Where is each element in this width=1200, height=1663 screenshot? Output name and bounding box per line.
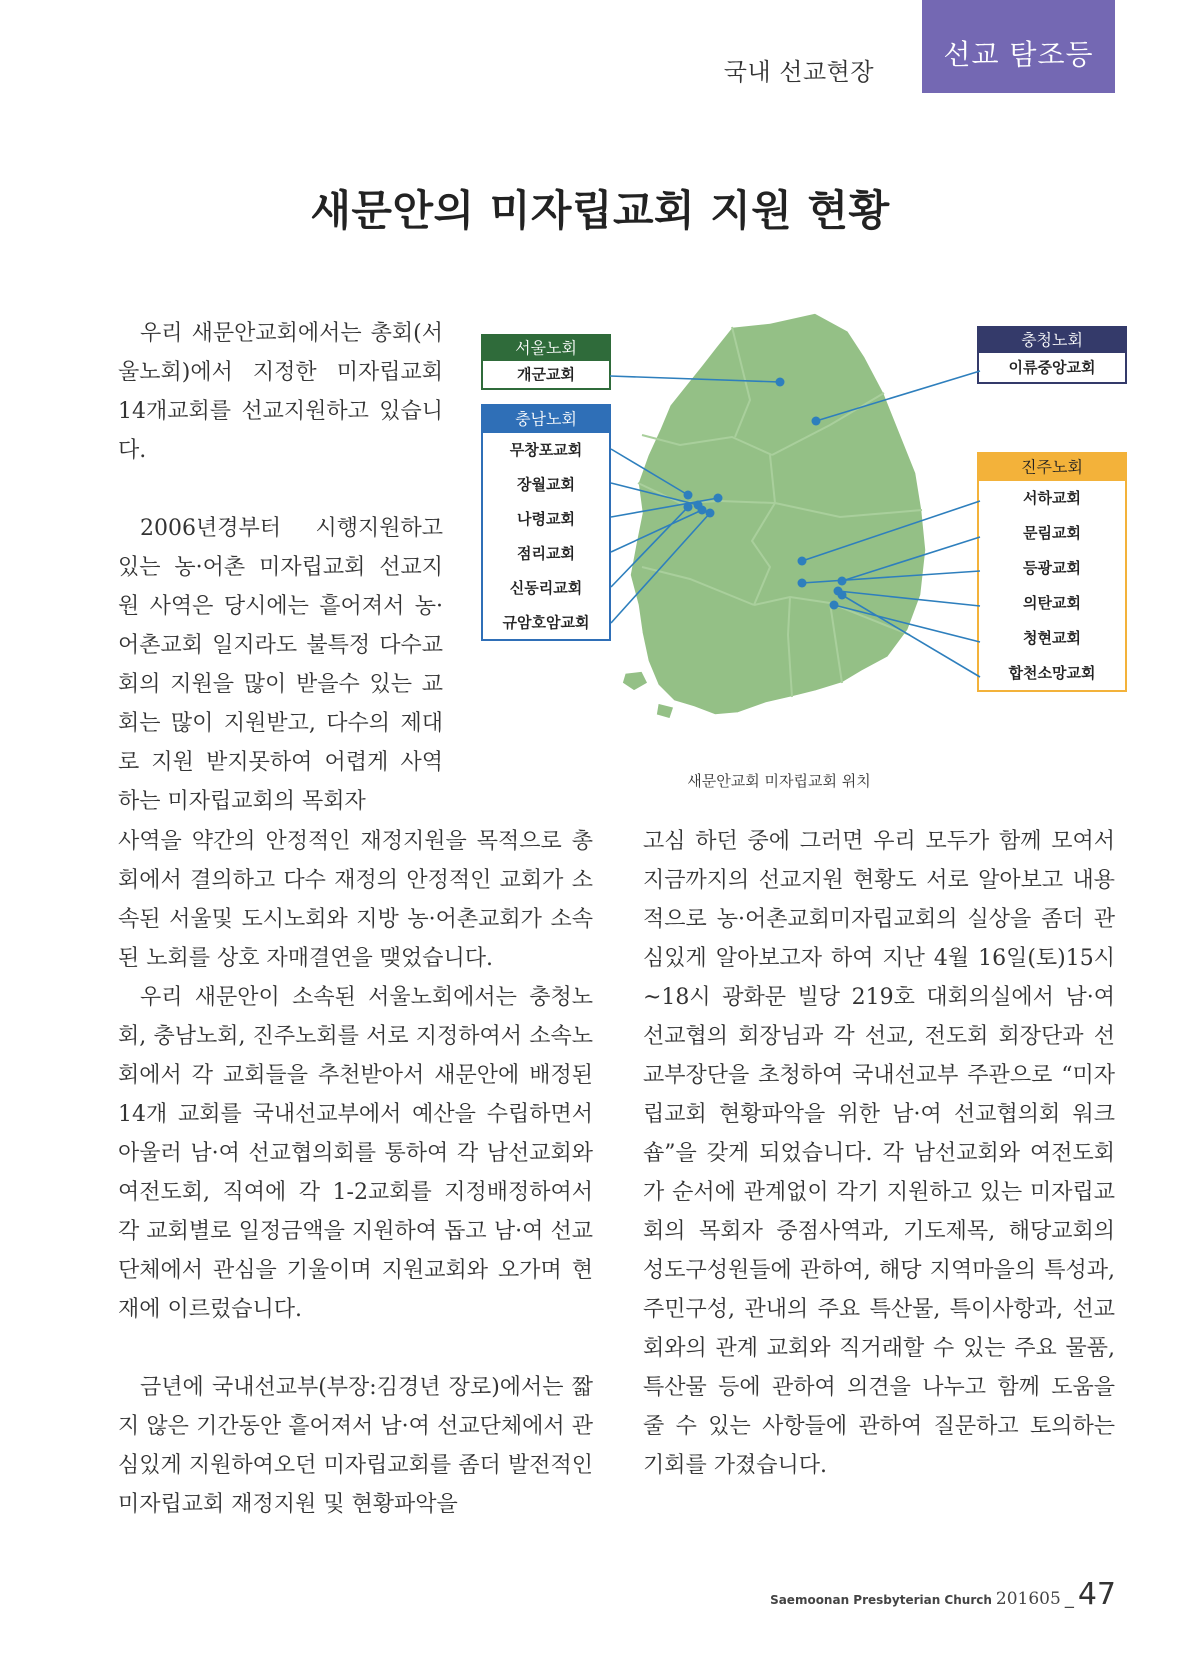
page-number: 47: [1077, 1577, 1116, 1612]
korea-map-svg: [470, 305, 1135, 735]
korea-map-landmass: [622, 313, 926, 719]
church-label: 규암호암교회: [502, 613, 590, 632]
church-label: 서하교회: [1023, 489, 1081, 507]
church-location-dot: [684, 491, 693, 500]
left-column-text: [118, 822, 593, 1524]
footer-church-name: Saemoonan Presbyterian Church: [770, 1593, 992, 1607]
right-column-text: [643, 822, 1115, 1485]
seoul-legend-header-label: 서울노회: [515, 338, 577, 358]
church-location-dot: [776, 378, 785, 387]
church-location-dot: [830, 601, 839, 610]
church-label: 장월교회: [517, 475, 575, 494]
intro-text: [118, 314, 443, 821]
page-footer: [770, 1577, 1116, 1612]
church-label: 이류중앙교회: [1008, 358, 1096, 377]
church-location-dot: [798, 557, 807, 566]
church-label: 청현교회: [1023, 629, 1081, 647]
header-category-tab: [922, 0, 1115, 93]
church-label: 의탄교회: [1023, 594, 1081, 612]
church-label: 합천소망교회: [1008, 664, 1096, 682]
church-label: 무창포교회: [509, 440, 583, 459]
header-section-label: 국내 선교현장: [723, 58, 874, 86]
church-location-dot: [714, 494, 723, 503]
paragraph: 금년에 국내선교부(부장:김경년 장로)에서는 짧지 않은 기간동안 흩어져서 남·여 선교단체에서 관심있게 지원하여오던 미자립교회를 좀더 발전적인 미자립교회 재정지원 및 현황파악을: [118, 1375, 593, 1517]
footer-issue: 201605: [995, 1589, 1061, 1609]
chungcheong-legend-header-label: 충청노회: [1021, 330, 1083, 350]
church-location-dot: [684, 503, 693, 512]
church-location-dot: [798, 579, 807, 588]
footer-separator: _: [1064, 1588, 1074, 1609]
church-location-dot: [812, 417, 821, 426]
church-label: 등광교회: [1023, 559, 1081, 577]
page-title: 새문안의 미자립교회 지원 현황: [310, 186, 890, 235]
church-label: 나령교회: [517, 509, 575, 528]
paragraph: 우리 새문안이 소속된 서울노회에서는 충청노회, 충남노회, 진주노회를 서로 지정하여서 소속노회에서 각 교회들을 추천받아서 새문안에 배정된 14개 교회를 국내선교부에서 예산을 수립하면서 아울러 남·여 선교협의회를 통하여 각 남선교회와 여전도회, 직여에 각 1-2교회를 지정배정하여서 각 교회별로 일정금액을 지원하여 돕고 남·여 선교단체에서 관심을 기울이며 지원교회와 오가며 현재에 이르렀습니다.: [118, 985, 593, 1322]
church-label: 문림교회: [1023, 524, 1081, 542]
chungnam-legend-header-label: 충남노회: [515, 409, 577, 429]
jinju-legend-header-label: 진주노회: [1021, 457, 1083, 477]
map-caption: 새문안교회 미자립교회 위치: [687, 772, 871, 790]
header-tab-label: 선교 탐조등: [943, 38, 1094, 71]
paragraph: 우리 새문안교회에서는 총회(서울노회)에서 지정한 미자립교회 14개교회를 선교지원하고 있습니다.: [118, 321, 443, 463]
church-location-dot: [706, 509, 715, 518]
church-label: 점리교회: [517, 544, 575, 563]
paragraph: 2006년경부터 시행지원하고 있는 농·어촌 미자립교회 선교지원 사역은 당시에는 흩어져서 농·어촌교회 일지라도 불특정 다수교회의 지원을 많이 받을수 있는 교회는 많이 지원받고, 다수의 제대로 지원 받지못하여 어렵게 사역하는 미자립교회의 목회자: [118, 516, 443, 814]
church-label: 신동리교회: [509, 578, 583, 597]
paragraph: 고심 하던 중에 그러면 우리 모두가 함께 모여서 지금까지의 선교지원 현황도 서로 알아보고 내용적으로 농·어촌교회미자립교회의 실상을 좀더 관심있게 알아보고자 하여 지난 4월 16일(토)15시~18시 광화문 빌당 219호 대회의실에서 남·여 선교협의 회장님과 각 선교, 전도회 회장단과 선교부장단을 초청하여 국내선교부 주관으로 “미자립교회 현황파악을 위한 남·여 선교협의회 워크숍”을 갖게 되었습니다. 각 남선교회와 여전도회가 순서에 관계없이 각기 지원하고 있는 미자립교회의 목회자 중점사역과, 기도제목, 해당교회의 성도구성원들에 관하여, 해당 지역마을의 특성과, 주민구성, 관내의 주요 특산물, 특이사항과, 선교회와의 관계 교회와 직거래할 수 있는 주요 물품, 특산물 등에 관하여 의견을 나누고 함께 도움을 줄 수 있는 사항들에 관하여 질문하고 토의하는 기회를 가졌습니다.: [643, 829, 1115, 1478]
paragraph: 사역을 약간의 안정적인 재정지원을 목적으로 총회에서 결의하고 다수 재정의 안정적인 교회가 소속된 서울및 도시노회와 지방 농·어촌교회가 소속된 노회를 상호 자매결연을 맺었습니다.: [118, 829, 593, 971]
church-location-dot: [698, 506, 707, 515]
church-location-dot: [838, 591, 847, 600]
church-label: 개군교회: [517, 365, 575, 384]
church-location-map: [470, 305, 1135, 735]
